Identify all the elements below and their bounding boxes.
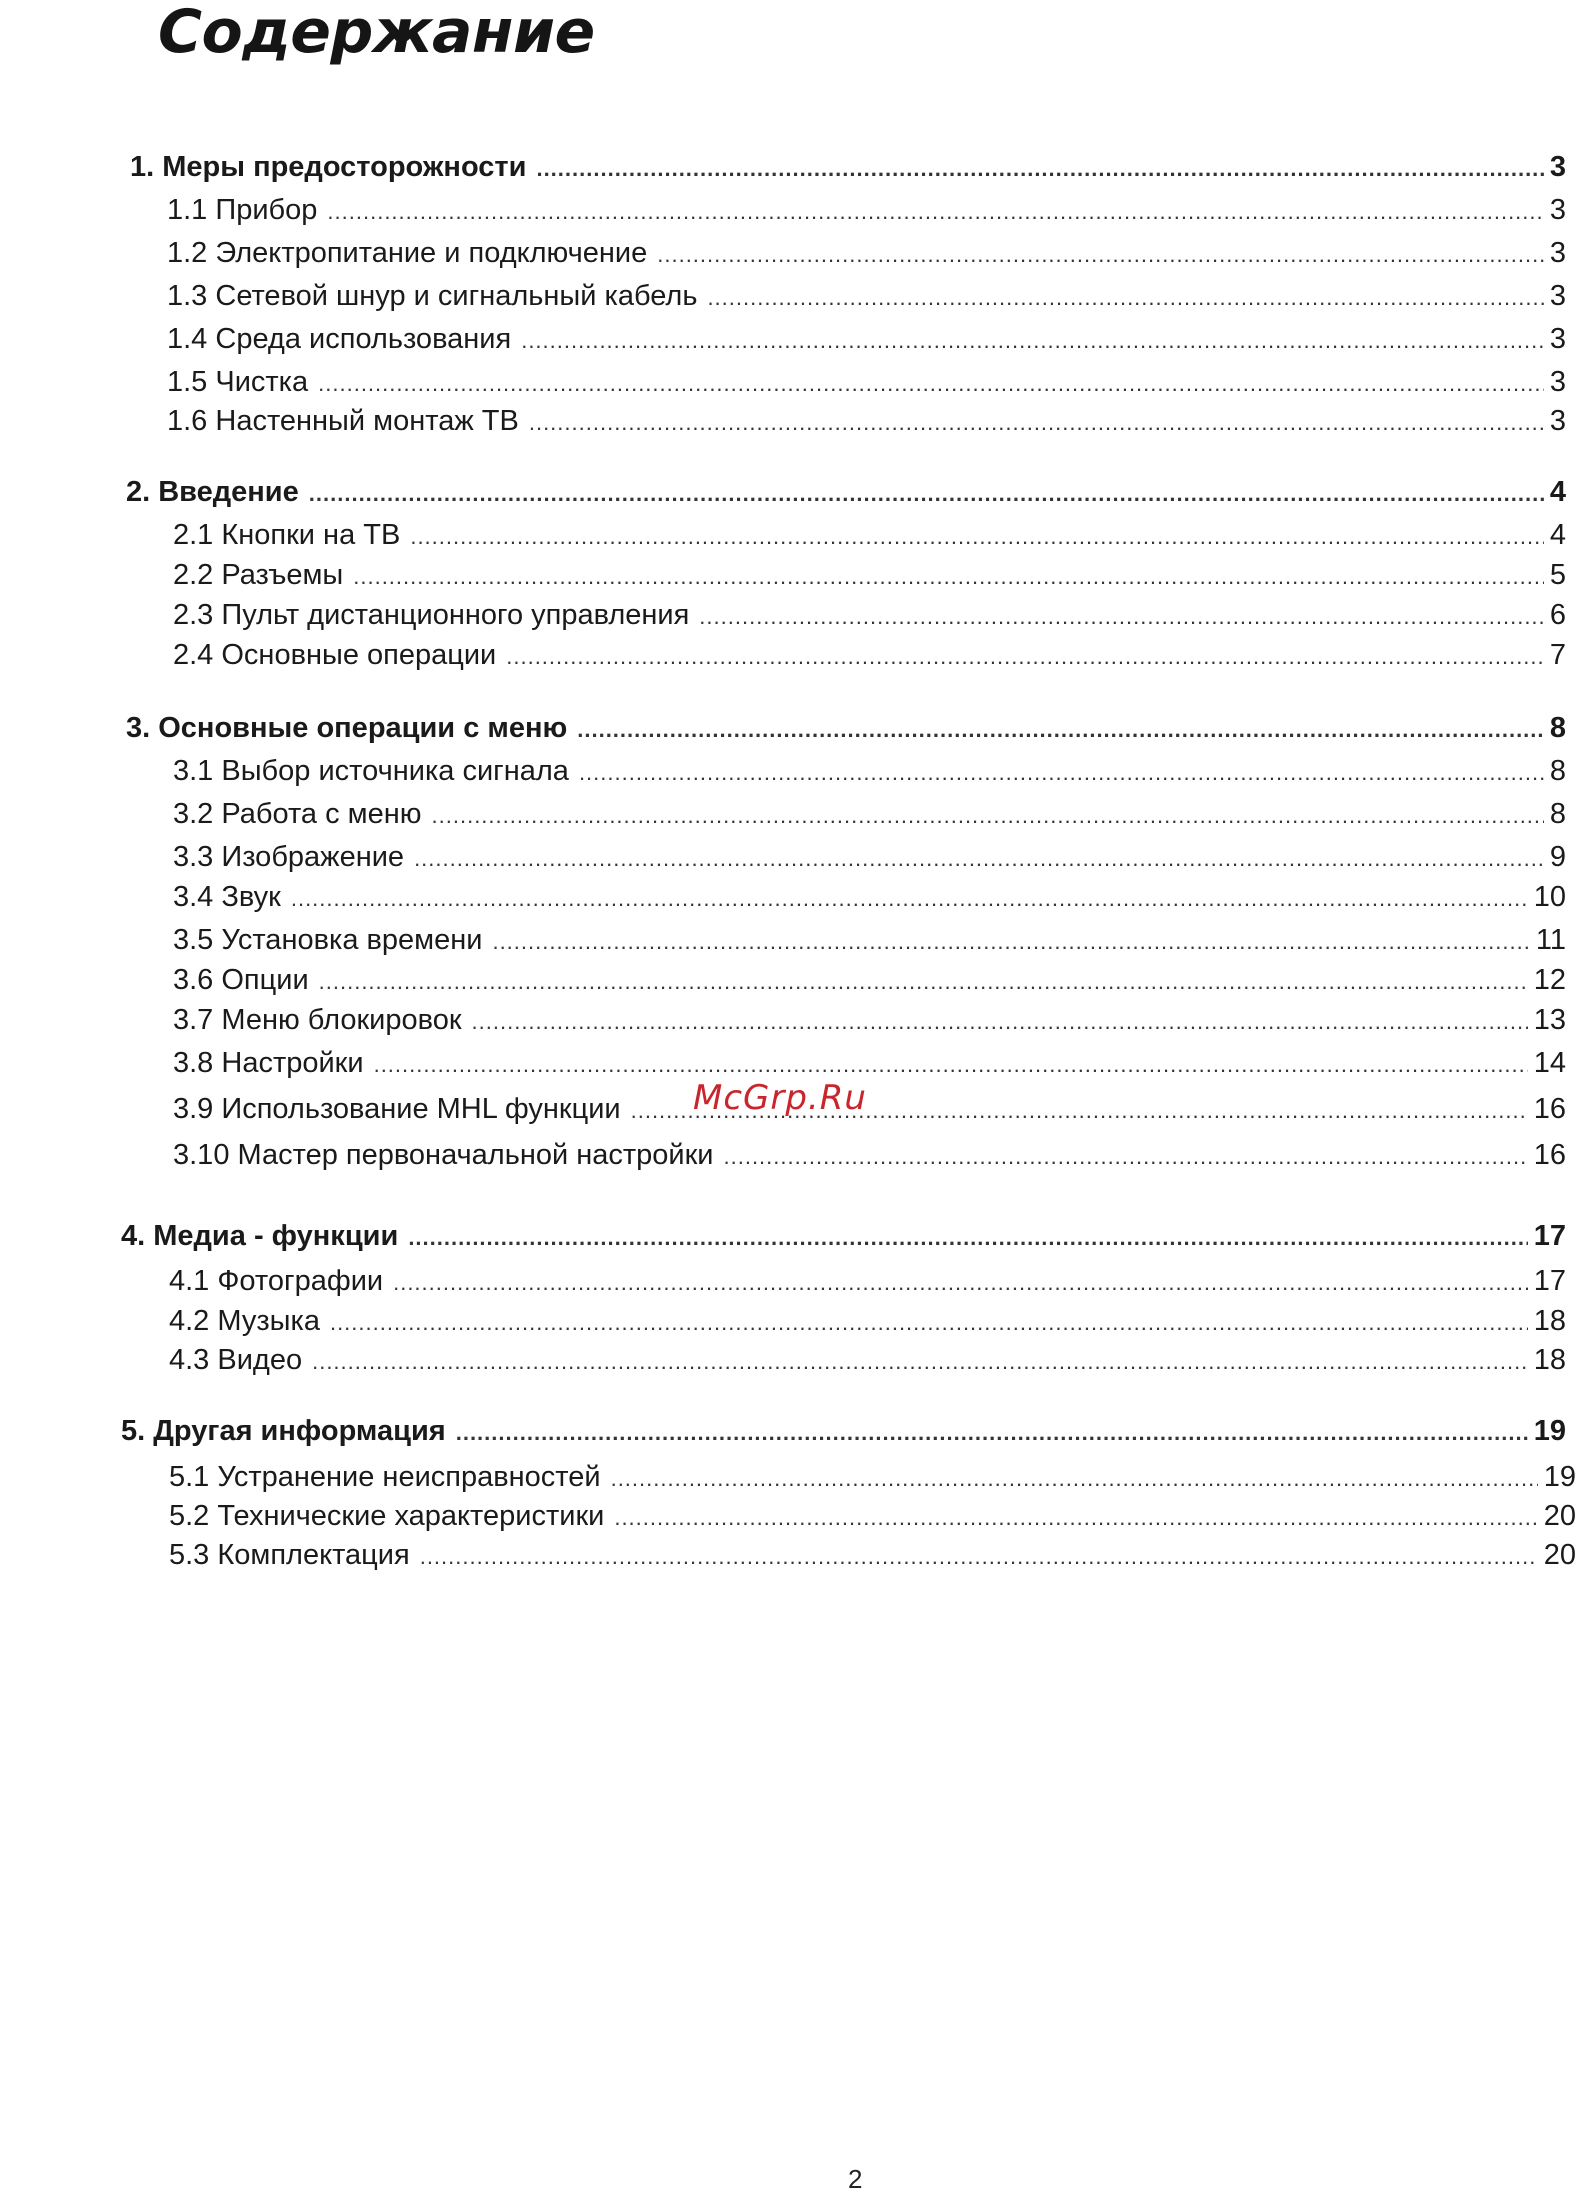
leader-dots xyxy=(506,640,1544,674)
toc-section[interactable] xyxy=(130,150,1566,186)
page-number: 2 xyxy=(848,2164,863,2194)
leader-dots xyxy=(330,1306,1528,1340)
leader-dots xyxy=(529,406,1544,440)
leader-dots xyxy=(707,281,1543,315)
toc-page-number: 5 xyxy=(1549,559,1566,591)
toc-item-label: 3.10 Мастер первоначальной настройки xyxy=(173,1139,714,1171)
toc-page-number: 16 xyxy=(1533,1093,1566,1125)
page-title: Содержание xyxy=(158,0,595,67)
toc-page-number: 3 xyxy=(1549,323,1566,355)
leader-dots xyxy=(327,195,1543,229)
toc-item-label: 3.8 Настройки xyxy=(173,1047,364,1079)
toc-item-label: 3.1 Выбор источника сигнала xyxy=(173,755,569,787)
toc-item-label: 2.1 Кнопки на ТВ xyxy=(173,519,401,551)
leader-dots xyxy=(393,1266,1528,1300)
toc-item-label: 3.3 Изображение xyxy=(173,841,405,873)
toc-section[interactable] xyxy=(126,475,1566,511)
toc-item-label: 4.1 Фотографии xyxy=(169,1265,384,1297)
toc-item[interactable] xyxy=(167,322,1566,358)
toc-section[interactable] xyxy=(121,1414,1566,1450)
leader-dots xyxy=(408,1221,1527,1255)
toc-page-number: 8 xyxy=(1549,755,1566,787)
toc-page-number: 7 xyxy=(1549,639,1566,671)
leader-dots xyxy=(353,560,1544,594)
leader-dots xyxy=(420,1540,1538,1574)
toc-item-label: 2.3 Пульт дистанционного управления xyxy=(173,599,690,631)
watermark: McGrp.Ru xyxy=(693,1078,867,1118)
toc-page-number: 3 xyxy=(1549,405,1566,437)
leader-dots xyxy=(579,756,1544,790)
toc-item[interactable] xyxy=(167,365,1566,401)
leader-dots xyxy=(309,477,1544,511)
toc-page-number: 3 xyxy=(1549,280,1566,312)
toc-item[interactable] xyxy=(167,193,1566,229)
toc-item[interactable] xyxy=(169,1304,1566,1340)
toc-item[interactable] xyxy=(173,558,1566,594)
leader-dots xyxy=(456,1416,1528,1450)
toc-item-label: 1.1 Прибор xyxy=(167,194,318,226)
toc-item-label: 5.3 Комплектация xyxy=(169,1539,410,1571)
toc-page-number: 20 xyxy=(1543,1539,1576,1571)
toc-page-number: 3 xyxy=(1549,237,1566,269)
toc-item[interactable] xyxy=(173,1138,1566,1174)
toc-page-number: 19 xyxy=(1543,1461,1576,1493)
toc-page-number: 11 xyxy=(1535,924,1566,956)
leader-dots xyxy=(611,1462,1538,1496)
toc-page-number: 10 xyxy=(1533,881,1566,913)
toc-page-number: 4 xyxy=(1549,476,1566,508)
toc-item[interactable] xyxy=(173,598,1566,634)
toc-item-label: 3.9 Использование MHL функции xyxy=(173,1093,621,1125)
toc-section-label: 4. Медиа - функции xyxy=(121,1220,399,1252)
toc-page-number: 3 xyxy=(1549,366,1566,398)
toc-item[interactable] xyxy=(173,1092,1566,1128)
leader-dots xyxy=(414,842,1544,876)
leader-dots xyxy=(699,600,1544,634)
toc-item[interactable] xyxy=(173,518,1566,554)
leader-dots xyxy=(657,238,1544,272)
toc-section-label: 2. Введение xyxy=(126,476,299,508)
toc-item-label: 5.2 Технические характеристики xyxy=(169,1500,605,1532)
toc-page-number: 18 xyxy=(1533,1305,1566,1337)
toc-item-label: 1.5 Чистка xyxy=(167,366,309,398)
toc-item[interactable] xyxy=(169,1264,1566,1300)
toc-item-label: 1.2 Электропитание и подключение xyxy=(167,237,648,269)
leader-dots xyxy=(410,520,1544,554)
toc-item-label: 3.5 Установка времени xyxy=(173,924,483,956)
toc-item-label: 2.4 Основные операции xyxy=(173,639,497,671)
toc-item[interactable] xyxy=(173,923,1566,959)
toc-item-label: 1.6 Настенный монтаж ТВ xyxy=(167,405,519,437)
leader-dots xyxy=(521,324,1544,358)
leader-dots xyxy=(319,965,1528,999)
toc-section-label: 5. Другая информация xyxy=(121,1415,446,1447)
toc-item[interactable] xyxy=(169,1538,1576,1574)
toc-section[interactable] xyxy=(121,1219,1566,1255)
toc-page-number: 12 xyxy=(1533,964,1566,996)
toc-page-number: 18 xyxy=(1533,1344,1566,1376)
toc-item[interactable] xyxy=(173,1003,1566,1039)
toc-page-number: 16 xyxy=(1533,1139,1566,1171)
leader-dots xyxy=(312,1345,1528,1379)
toc-item[interactable] xyxy=(173,797,1566,833)
toc-section-label: 1. Меры предосторожности xyxy=(130,151,527,183)
toc-item-label: 2.2 Разъемы xyxy=(173,559,344,591)
toc-item-label: 4.2 Музыка xyxy=(169,1305,320,1337)
toc-item-label: 3.6 Опции xyxy=(173,964,309,996)
toc-page-number: 8 xyxy=(1549,712,1566,744)
toc-item[interactable] xyxy=(169,1343,1566,1379)
toc-page-number: 20 xyxy=(1543,1500,1576,1532)
toc-item-label: 4.3 Видео xyxy=(169,1344,303,1376)
toc-item[interactable] xyxy=(173,840,1566,876)
leader-dots xyxy=(318,367,1544,401)
toc-item[interactable] xyxy=(167,279,1566,315)
toc-item-label: 3.7 Меню блокировок xyxy=(173,1004,462,1036)
toc-item[interactable] xyxy=(173,1046,1566,1082)
toc-page-number: 4 xyxy=(1549,519,1566,551)
toc-section-label: 3. Основные операции с меню xyxy=(126,712,568,744)
toc-item-label: 1.4 Среда использования xyxy=(167,323,512,355)
toc-page-number: 13 xyxy=(1533,1004,1566,1036)
leader-dots xyxy=(536,152,1543,186)
toc-item[interactable] xyxy=(173,754,1566,790)
toc-item-label: 5.1 Устранение неисправностей xyxy=(169,1461,601,1493)
leader-dots xyxy=(472,1005,1528,1039)
leader-dots xyxy=(492,925,1529,959)
toc-section[interactable] xyxy=(126,711,1566,747)
toc-page-number: 3 xyxy=(1549,151,1566,183)
leader-dots xyxy=(432,799,1544,833)
leader-dots xyxy=(374,1048,1528,1082)
toc-page-number: 19 xyxy=(1533,1415,1566,1447)
toc-page-number: 17 xyxy=(1533,1220,1566,1252)
toc-item-label: 1.3 Сетевой шнур и сигнальный кабель xyxy=(167,280,698,312)
toc-item[interactable] xyxy=(169,1499,1576,1535)
leader-dots xyxy=(577,713,1544,747)
leader-dots xyxy=(614,1501,1537,1535)
toc-item-label: 3.4 Звук xyxy=(173,881,281,913)
toc-page-number: 14 xyxy=(1533,1047,1566,1079)
toc-page-number: 8 xyxy=(1549,798,1566,830)
leader-dots xyxy=(291,882,1528,916)
toc-page-number: 3 xyxy=(1549,194,1566,226)
toc-item[interactable] xyxy=(167,236,1566,272)
toc-item[interactable] xyxy=(167,404,1566,440)
toc-item-label: 3.2 Работа с меню xyxy=(173,798,422,830)
toc-item[interactable] xyxy=(173,638,1566,674)
leader-dots xyxy=(724,1140,1528,1174)
toc-page-number: 17 xyxy=(1533,1265,1566,1297)
toc-page-number: 9 xyxy=(1549,841,1566,873)
toc-page-number: 6 xyxy=(1549,599,1566,631)
toc-item[interactable] xyxy=(173,963,1566,999)
toc-item[interactable] xyxy=(173,880,1566,916)
toc-item[interactable] xyxy=(169,1460,1576,1496)
